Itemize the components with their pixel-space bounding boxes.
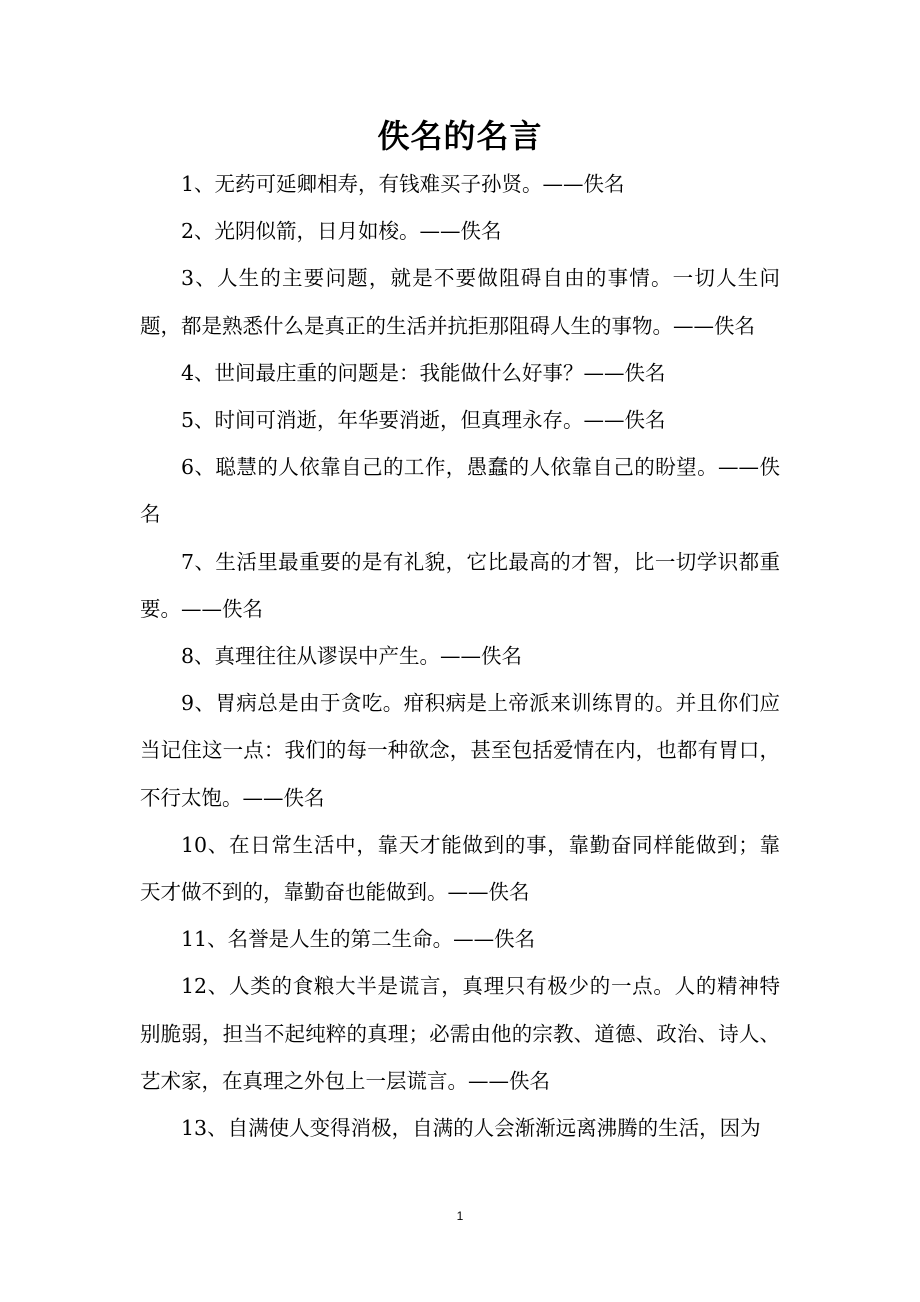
page-number: 1	[456, 1209, 464, 1223]
quote-paragraph-13: 13、自满使人变得消极，自满的人会渐渐远离沸腾的生活，因为	[181, 1116, 761, 1141]
quote-paragraph-7: 7、生活里最重要的是有礼貌，它比最高的才智，比一切学识都重要。——佚名	[140, 549, 780, 621]
quote-paragraph-3: 3、人生的主要问题，就是不要做阻碍自由的事情。一切人生问题，都是熟悉什么是真正的生活并抗拒那阻碍人生的事物。——佚名	[140, 266, 780, 338]
quote-paragraph-10: 10、在日常生活中，靠天才能做到的事，靠勤奋同样能做到；靠天才做不到的，靠勤奋也能做到。——佚名	[140, 832, 780, 905]
quote-paragraph-12: 12、人类的食粮大半是谎言，真理只有极少的一点。人的精神特别脆弱，担当不起纯粹的真理；必需由他的宗教、道德、政治、诗人、艺术家，在真理之外包上一层谎言。——佚名	[140, 974, 780, 1093]
document-title: 佚名的名言	[377, 117, 543, 155]
quote-list	[140, 161, 780, 1152]
quote-paragraph-5: 5、时间可消逝，年华要消逝，但真理永存。——佚名	[181, 408, 666, 433]
quote-paragraph-9: 9、胃病总是由于贪吃。疳积病是上帝派来训练胃的。并且你们应当记住这一点：我们的每一种欲念，甚至包括爱情在内，也都有胃口，不行太饱。——佚名	[140, 691, 780, 810]
quote-paragraph-6: 6、聪慧的人依靠自己的工作，愚蠢的人依靠自己的盼望。——佚名	[140, 455, 780, 527]
quote-paragraph-8: 8、真理往往从谬误中产生。——佚名	[181, 644, 523, 669]
quote-paragraph-11: 11、名誉是人生的第二生命。——佚名	[181, 927, 536, 952]
quote-paragraph-1: 1、无药可延卿相寿，有钱难买子孙贤。——佚名	[181, 172, 625, 196]
quote-paragraph-2: 2、光阴似箭，日月如梭。——佚名	[181, 219, 502, 244]
quote-paragraph-4: 4、世间最庄重的问题是：我能做什么好事？——佚名	[181, 360, 666, 385]
